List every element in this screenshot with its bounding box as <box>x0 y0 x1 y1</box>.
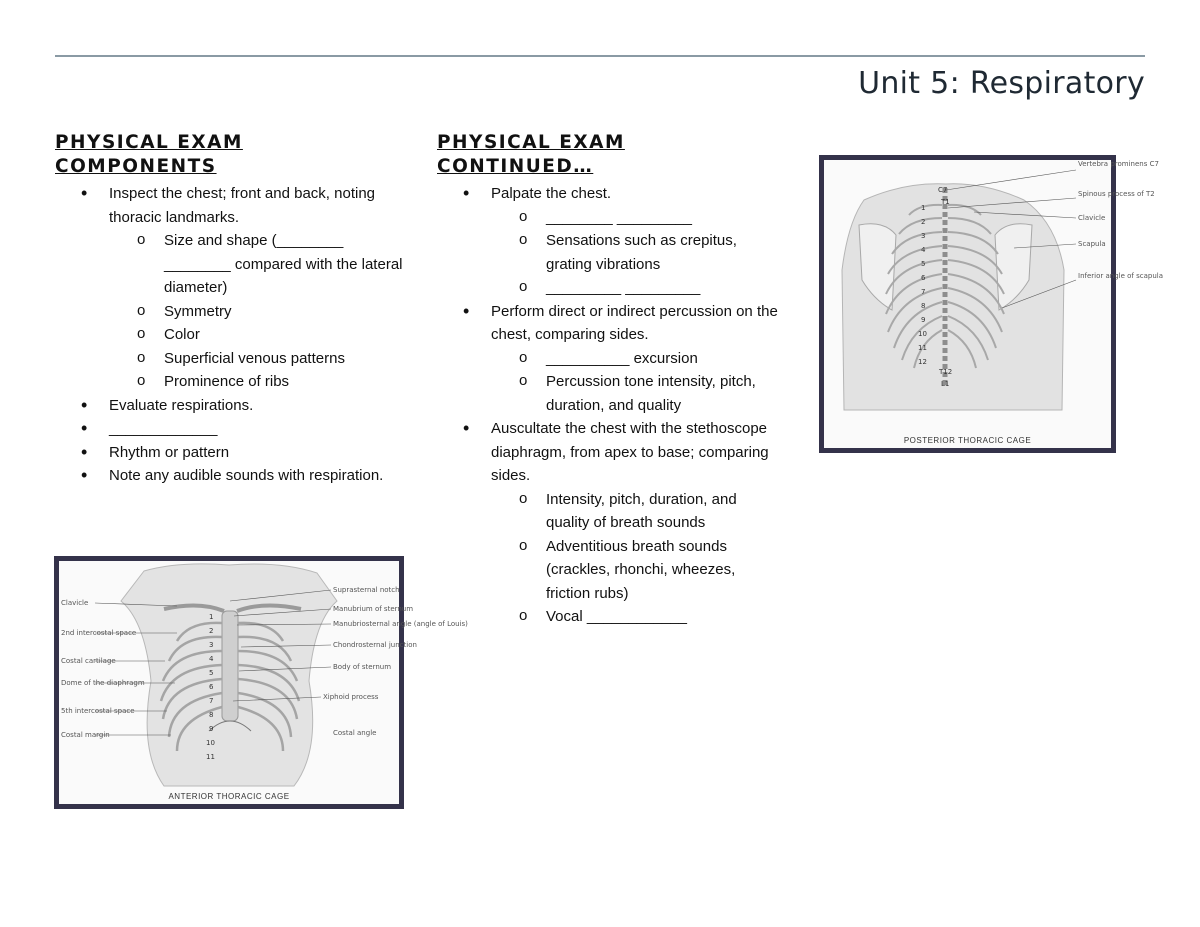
label-right: Spinous process of T2 <box>1078 190 1155 198</box>
anterior-thoracic-cage-figure <box>54 556 468 809</box>
label-left: Dome of the diaphragm <box>61 679 145 687</box>
sub-list-item: o Symmetry <box>55 300 405 324</box>
list-item: • Palpate the chest. o ________ _________ o Sensations such as crepitus, grating vibrations o _________ _________ <box>437 182 782 300</box>
rib-number: 7 <box>921 288 926 296</box>
label-left: Costal margin <box>61 731 110 739</box>
rib-number: 3 <box>921 232 926 240</box>
label-right: Suprasternal notch <box>333 586 400 594</box>
sub-list-item: o Superficial venous patterns <box>55 347 405 371</box>
rib-number: 2 <box>921 218 926 226</box>
sub-list-item: o _________ _________ <box>437 276 782 300</box>
rib-number: 8 <box>921 302 926 310</box>
rib-number: 5 <box>209 669 214 677</box>
list-item: • Rhythm or pattern <box>55 441 405 465</box>
sub-list-item: o Color <box>55 323 405 347</box>
unit-title-text: Unit 5: Respiratory <box>858 66 1145 101</box>
rib-number: 9 <box>209 725 214 733</box>
sub-list-item: o Intensity, pitch, duration, and quality of breath sounds <box>437 488 782 535</box>
header-rule <box>55 55 1145 57</box>
label-right: Vertebra prominens C7 <box>1078 160 1159 168</box>
label-right: Body of sternum <box>333 663 392 671</box>
label-right: Chondrosternal junction <box>333 641 417 649</box>
list-item: • Inspect the chest; front and back, noting thoracic landmarks. o Size and shape (________ ________ compared with the lateral diameter) o Symmetry o Color o Superficial venous patterns o Prominence of ribs <box>55 182 405 394</box>
rib-number: 4 <box>209 655 214 663</box>
label-right: Clavicle <box>1078 214 1106 222</box>
label-left: 5th intercostal space <box>61 707 135 715</box>
rib-number: 5 <box>921 260 926 268</box>
figure-caption: POSTERIOR THORACIC CAGE <box>903 436 1032 445</box>
label-left: Costal cartilage <box>61 657 116 665</box>
rib-number: 3 <box>209 641 214 649</box>
rib-number: 1 <box>921 204 926 212</box>
list-item: • Auscultate the chest with the stethoscope diaphragm, from apex to base; comparing sides. o Intensity, pitch, duration, and quality of breath sounds o Adventitious breath sounds (crackles, rhonchi, wheezes, friction rubs) o Vocal ____________ <box>437 417 782 629</box>
rib-number: 7 <box>209 697 214 705</box>
label-right: Scapula <box>1078 240 1106 248</box>
rib-number: 1 <box>209 613 214 621</box>
posterior-thorax-illustration <box>824 160 1163 448</box>
continued-list <box>437 182 782 629</box>
rib-number: 4 <box>921 246 926 254</box>
section-heading-continued: PHYSICAL EXAM CONTINUED… <box>437 132 625 177</box>
rib-number: 2 <box>209 627 214 635</box>
rib-number: 10 <box>206 739 215 747</box>
sub-list <box>437 488 782 629</box>
label-right: Manubriosternal angle (angle of Louis) <box>333 620 468 628</box>
sub-list-item: o Prominence of ribs <box>55 370 405 394</box>
vertebra-label: C7 <box>938 186 948 194</box>
rib-number: 9 <box>921 316 926 324</box>
label-right: Manubrium of sternum <box>333 605 414 613</box>
label-right: Costal angle <box>333 729 377 737</box>
column-exam-components <box>55 131 405 488</box>
section-heading-components: PHYSICAL EXAM COMPONENTS <box>55 132 243 177</box>
figure-caption: ANTERIOR THORACIC CAGE <box>168 792 290 801</box>
sub-list-item: o Size and shape (________ ________ compared with the lateral diameter) <box>55 229 405 300</box>
vertebra-label: T1 <box>941 198 950 206</box>
unit-title <box>858 66 1145 101</box>
sub-list-item: o ________ _________ <box>437 206 782 230</box>
sub-list <box>437 206 782 300</box>
posterior-thoracic-cage-figure <box>819 155 1163 453</box>
rib-number: 11 <box>206 753 215 761</box>
label-left: Clavicle <box>61 599 89 607</box>
rib-number: 12 <box>918 358 927 366</box>
sub-list-item: o Adventitious breath sounds (crackles, rhonchi, wheezes, friction rubs) <box>437 535 782 606</box>
anterior-thorax-illustration <box>59 561 468 804</box>
list-item: • _____________ <box>55 417 405 441</box>
sub-list-item: o Percussion tone intensity, pitch, duration, and quality <box>437 370 782 417</box>
rib-number: 6 <box>921 274 926 282</box>
vertebra-label: T12 <box>939 368 953 376</box>
rib-number: 6 <box>209 683 214 691</box>
label-right: Inferior angle of scapula <box>1078 272 1163 280</box>
rib-number: 10 <box>918 330 927 338</box>
label-left: 2nd intercostal space <box>61 629 137 637</box>
sub-list-item: o __________ excursion <box>437 347 782 371</box>
sub-list-item: o Sensations such as crepitus, grating vibrations <box>437 229 782 276</box>
list-item: • Note any audible sounds with respiration. <box>55 464 405 488</box>
label-right: Xiphoid process <box>323 693 379 701</box>
vertebra-label: L1 <box>941 380 950 388</box>
list-item: • Perform direct or indirect percussion on the chest, comparing sides. o __________ excursion o Percussion tone intensity, pitch, duration, and quality <box>437 300 782 418</box>
components-list <box>55 182 405 488</box>
rib-number: 11 <box>918 344 927 352</box>
sub-list-item: o Vocal ____________ <box>437 605 782 629</box>
column-exam-continued <box>437 131 782 629</box>
sub-list <box>437 347 782 418</box>
rib-number: 8 <box>209 711 214 719</box>
sub-list <box>55 229 405 394</box>
list-item: • Evaluate respirations. <box>55 394 405 418</box>
